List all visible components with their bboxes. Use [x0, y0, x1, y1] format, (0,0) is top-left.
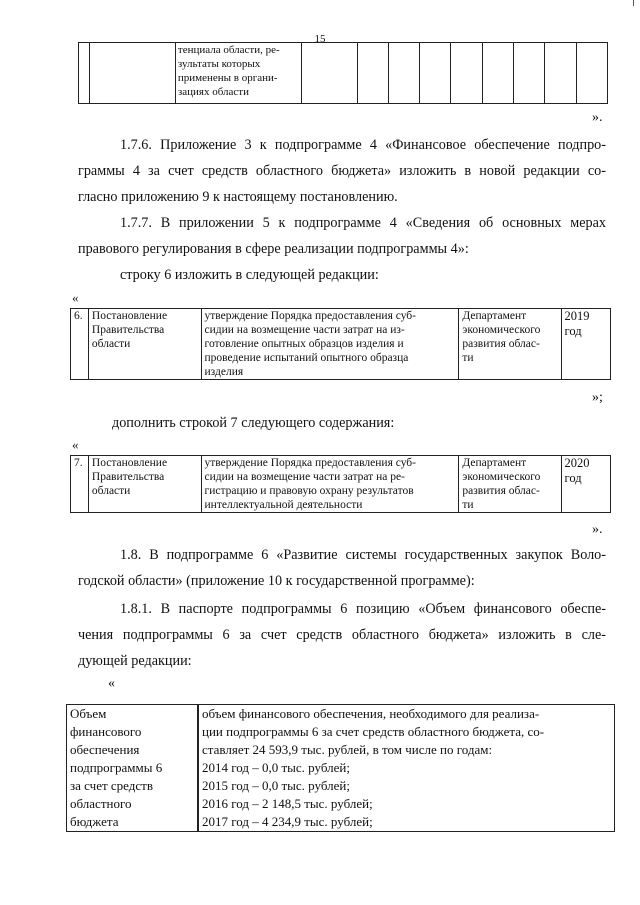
- act-type: Постановление Правительства области: [88, 309, 201, 380]
- paragraph-row6-intro: строку 6 изложить в следующей редакции:: [120, 267, 379, 283]
- page-number: 15: [314, 33, 326, 45]
- row-number: 6.: [71, 309, 89, 380]
- row6-table: [70, 308, 611, 380]
- closing-quote: ».: [592, 522, 603, 537]
- table-cell: [420, 43, 451, 104]
- table-cell: [482, 43, 513, 104]
- scan-mark: [633, 0, 634, 6]
- deadline-year: 2019 год: [561, 309, 611, 380]
- table-cell: [451, 43, 482, 104]
- table-cell: [576, 43, 607, 104]
- paragraph-1-8: 1.8. В подпрограмме 6 «Развитие системы государственных закупок Воло- годской области» (приложение 10 к государственной программе):: [78, 547, 606, 589]
- executor: Департамент экономического развития облас- ти: [459, 456, 561, 513]
- table-cell: [357, 43, 388, 104]
- opening-quote: «: [72, 290, 79, 305]
- passport-label: Объем финансового обеспечения подпрограммы 6 за счет средств областного бюджета: [67, 705, 199, 832]
- row-number: 7.: [71, 456, 89, 513]
- opening-quote: «: [108, 676, 115, 691]
- table-cell: [388, 43, 419, 104]
- closing-quote: ».: [592, 110, 603, 125]
- table-cell: [90, 43, 176, 104]
- paragraph-1-7-6: 1.7.6. Приложение 3 к подпрограмме 4 «Финансовое обеспечение подпро- граммы 4 за счет средств областного бюджета» изложить в новой редакции со- гласно приложению 9 к настоящему постановлению.: [78, 137, 606, 205]
- top-table: [78, 42, 608, 104]
- table-cell: [545, 43, 576, 104]
- paragraph-1-7-7: 1.7.7. В приложении 5 к подпрограмме 4 «Сведения об основных мерах правового регулирования в сфере реализации подпрограммы 4»:: [78, 215, 606, 257]
- table-cell-text: тенциала области, ре- зультаты которых применены в органи- зациях области: [175, 43, 301, 104]
- paragraph-1-8-1: 1.8.1. В паспорте подпрограммы 6 позицию «Объем финансового обеспе- чения подпрограммы 6 за счет средств областного бюджета» изложить в сле- дующей редакции:: [78, 601, 606, 669]
- passport-table: [66, 704, 615, 832]
- act-content: утверждение Порядка предоставления суб- сидии на возмещение части затрат на ре- гистрацию и правовую охрану результатов интеллектуальной деятельности: [201, 456, 459, 513]
- paragraph-row7-intro: дополнить строкой 7 следующего содержания:: [112, 415, 395, 431]
- table-cell: [302, 43, 358, 104]
- act-content: утверждение Порядка предоставления суб- сидии на возмещение части затрат на из- готовление опытных образцов изделия и проведение испытаний опытного образца изделия: [201, 309, 459, 380]
- executor: Департамент экономического развития облас- ти: [459, 309, 561, 380]
- table-cell: [79, 43, 90, 104]
- act-type: Постановление Правительства области: [88, 456, 201, 513]
- closing-quote: »;: [592, 390, 603, 405]
- table-cell: [514, 43, 545, 104]
- deadline-year: 2020 год: [561, 456, 611, 513]
- passport-value: объем финансового обеспечения, необходимого для реализа- ции подпрограммы 6 за счет средств областного бюджета, со- ставляет 24 593,9 тыс. рублей, в том числе по годам: 2014 год – 0,0 тыс. рублей; 2015 год – 0,0 тыс. рублей; 2016 год – 2 148,5 тыс. рублей; 2017 год – 4 234,9 тыс. рублей;: [198, 705, 615, 832]
- row7-table: [70, 455, 611, 513]
- opening-quote: «: [72, 437, 79, 452]
